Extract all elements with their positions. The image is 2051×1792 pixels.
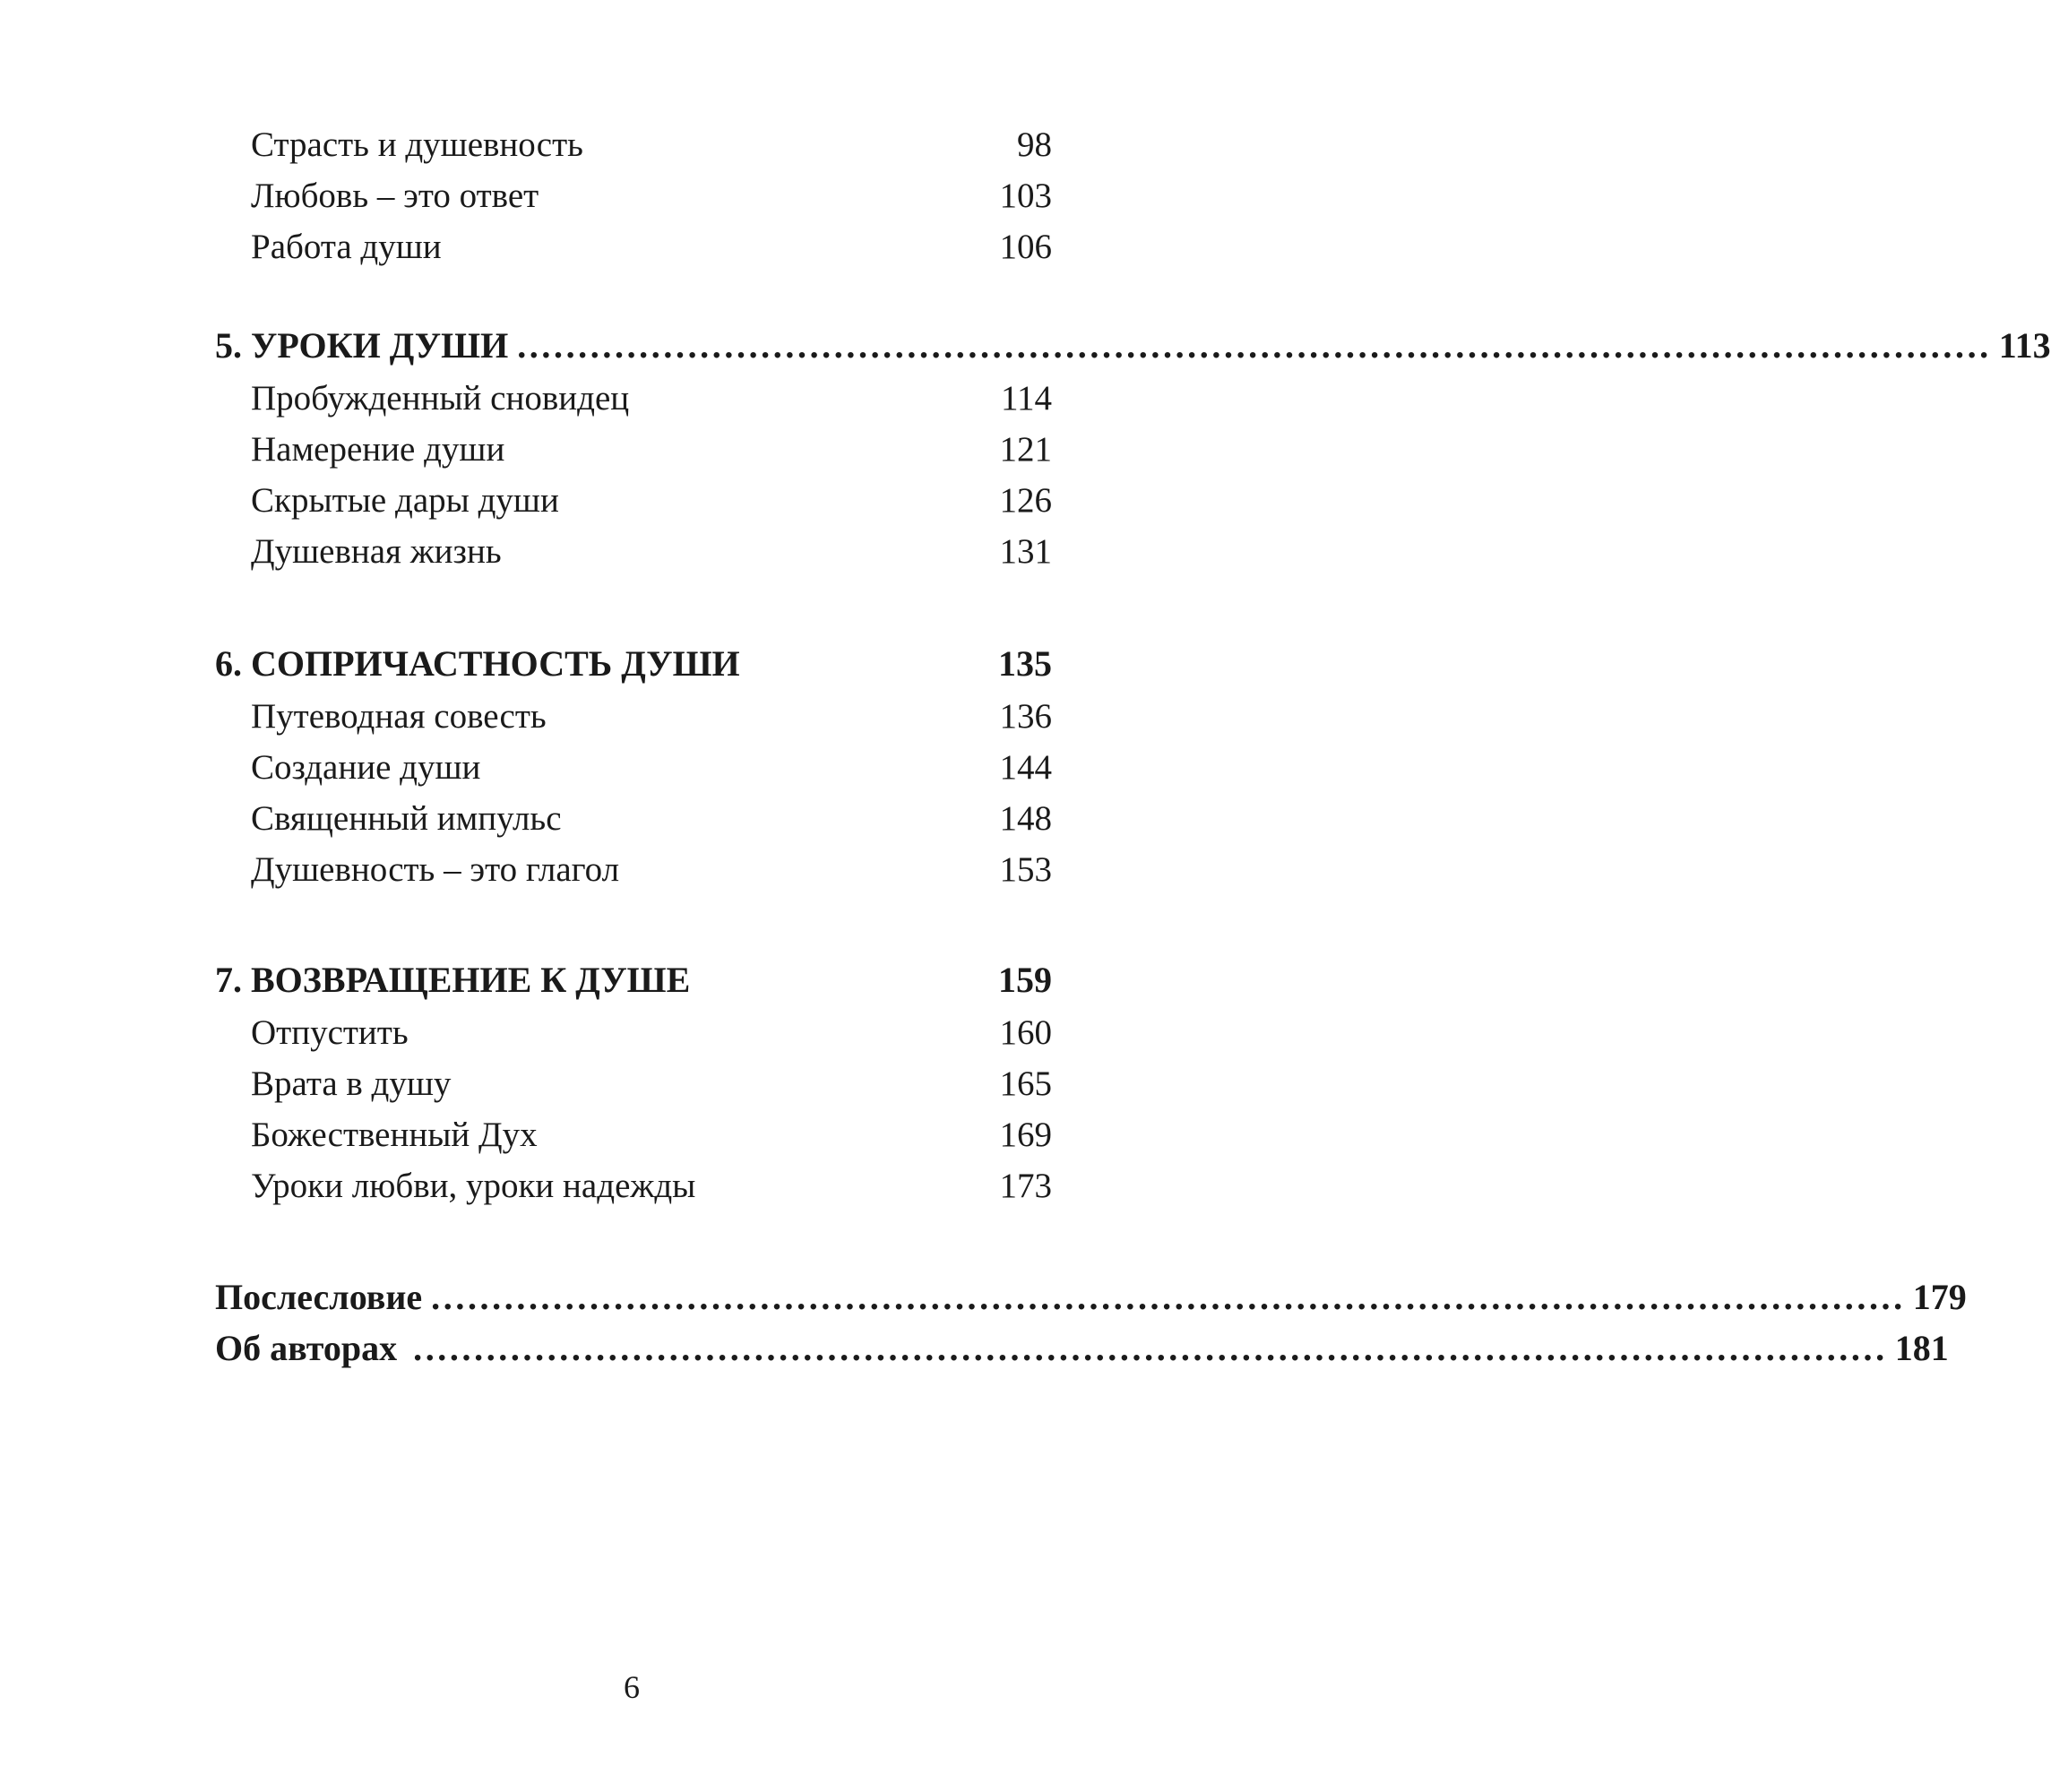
toc-entry-title: Любовь – это ответ xyxy=(251,177,539,215)
toc-entry-title: Скрытые дары души xyxy=(251,481,559,520)
toc-entry[interactable] xyxy=(215,119,1052,170)
chapter-title: 7. ВОЗВРАЩЕНИЕ К ДУШЕ xyxy=(215,960,691,1000)
toc-entry-page: 165 xyxy=(999,1064,1052,1103)
toc-entry-page: 114 xyxy=(1000,379,1052,418)
toc-entry-page: 148 xyxy=(999,799,1052,838)
dot-leader: ......................................................................................................................... xyxy=(517,325,1992,366)
toc-entry-title: Намерение души xyxy=(251,430,505,469)
toc-entry[interactable] xyxy=(215,1109,1052,1160)
toc-entry-page: 153 xyxy=(999,850,1052,889)
toc-entry-title: Душевность – это глагол xyxy=(251,850,620,889)
afterword-page: 179 xyxy=(1912,1277,1967,1317)
dot-leader: ......................................................................................................................... xyxy=(413,1328,1888,1368)
chapter-page: 159 xyxy=(998,960,1052,1000)
toc-entry-page: 103 xyxy=(999,177,1052,215)
toc-entry[interactable] xyxy=(215,526,1052,577)
chapter-page: 135 xyxy=(998,643,1052,684)
toc-entry[interactable] xyxy=(215,475,1052,526)
afterword-heading[interactable] xyxy=(215,1271,1967,1324)
toc-chapter-6 xyxy=(215,637,1052,895)
toc-entry-title: Страсть и душевность xyxy=(251,125,583,164)
chapter-heading[interactable] xyxy=(215,637,1052,691)
toc-entry[interactable] xyxy=(215,844,1052,895)
toc-entry-page: 98 xyxy=(1017,125,1052,164)
toc-entry-page: 121 xyxy=(999,430,1052,469)
toc-entry[interactable] xyxy=(215,373,1052,424)
chapter-title: 5. УРОКИ ДУШИ xyxy=(215,325,509,366)
toc-entry-title: Уроки любви, уроки надежды xyxy=(251,1167,696,1205)
toc-chapter-7 xyxy=(215,953,1052,1211)
toc-entry-title: Пробужденный сновидец xyxy=(251,379,630,418)
toc-entry-title: Отпустить xyxy=(251,1013,409,1052)
toc-entry-title: Путеводная совесть xyxy=(251,697,547,736)
toc-entry-title: Душевная жизнь xyxy=(251,532,502,571)
toc-entry-title: Божественный Дух xyxy=(251,1116,538,1154)
toc-entry-title: Создание души xyxy=(251,748,481,787)
toc-entry-title: Врата в душу xyxy=(251,1064,452,1103)
toc-entry-page: 126 xyxy=(999,481,1052,520)
toc-back-matter xyxy=(215,1271,1967,1375)
toc-entry[interactable] xyxy=(215,221,1052,272)
toc-chapter-5 xyxy=(215,319,2051,577)
dot-leader: ......................................................................................................................... xyxy=(431,1277,1906,1317)
about-authors-heading[interactable] xyxy=(215,1322,1949,1375)
toc-entry[interactable] xyxy=(215,1007,1052,1058)
toc-entry-page: 131 xyxy=(999,532,1052,571)
toc-entry-title: Работа души xyxy=(251,228,442,266)
chapter-heading[interactable] xyxy=(215,319,2051,373)
toc-entry[interactable] xyxy=(215,1160,1052,1211)
toc-entry[interactable] xyxy=(215,424,1052,475)
toc-entry[interactable] xyxy=(215,691,1052,742)
about-authors-page: 181 xyxy=(1894,1328,1949,1368)
toc-entry[interactable] xyxy=(215,742,1052,793)
toc-entry[interactable] xyxy=(215,170,1052,221)
about-authors-title: Об авторах xyxy=(215,1328,398,1368)
toc-entry-page: 173 xyxy=(999,1167,1052,1205)
toc-continued-section xyxy=(215,119,1052,272)
toc-entry-title: Священный импульс xyxy=(251,799,562,838)
chapter-page: 113 xyxy=(1998,325,2051,366)
toc-entry-page: 144 xyxy=(999,748,1052,787)
toc-entry[interactable] xyxy=(215,793,1052,844)
afterword-title: Послесловие xyxy=(215,1277,423,1317)
toc-entry-page: 106 xyxy=(999,228,1052,266)
page-number: 6 xyxy=(624,1669,640,1705)
toc-entry-page: 169 xyxy=(999,1116,1052,1154)
toc-entry[interactable] xyxy=(215,1058,1052,1109)
toc-entry-page: 136 xyxy=(999,697,1052,736)
toc-entry-page: 160 xyxy=(999,1013,1052,1052)
chapter-heading[interactable] xyxy=(215,953,1052,1007)
chapter-title: 6. СОПРИЧАСТНОСТЬ ДУШИ xyxy=(215,643,740,684)
